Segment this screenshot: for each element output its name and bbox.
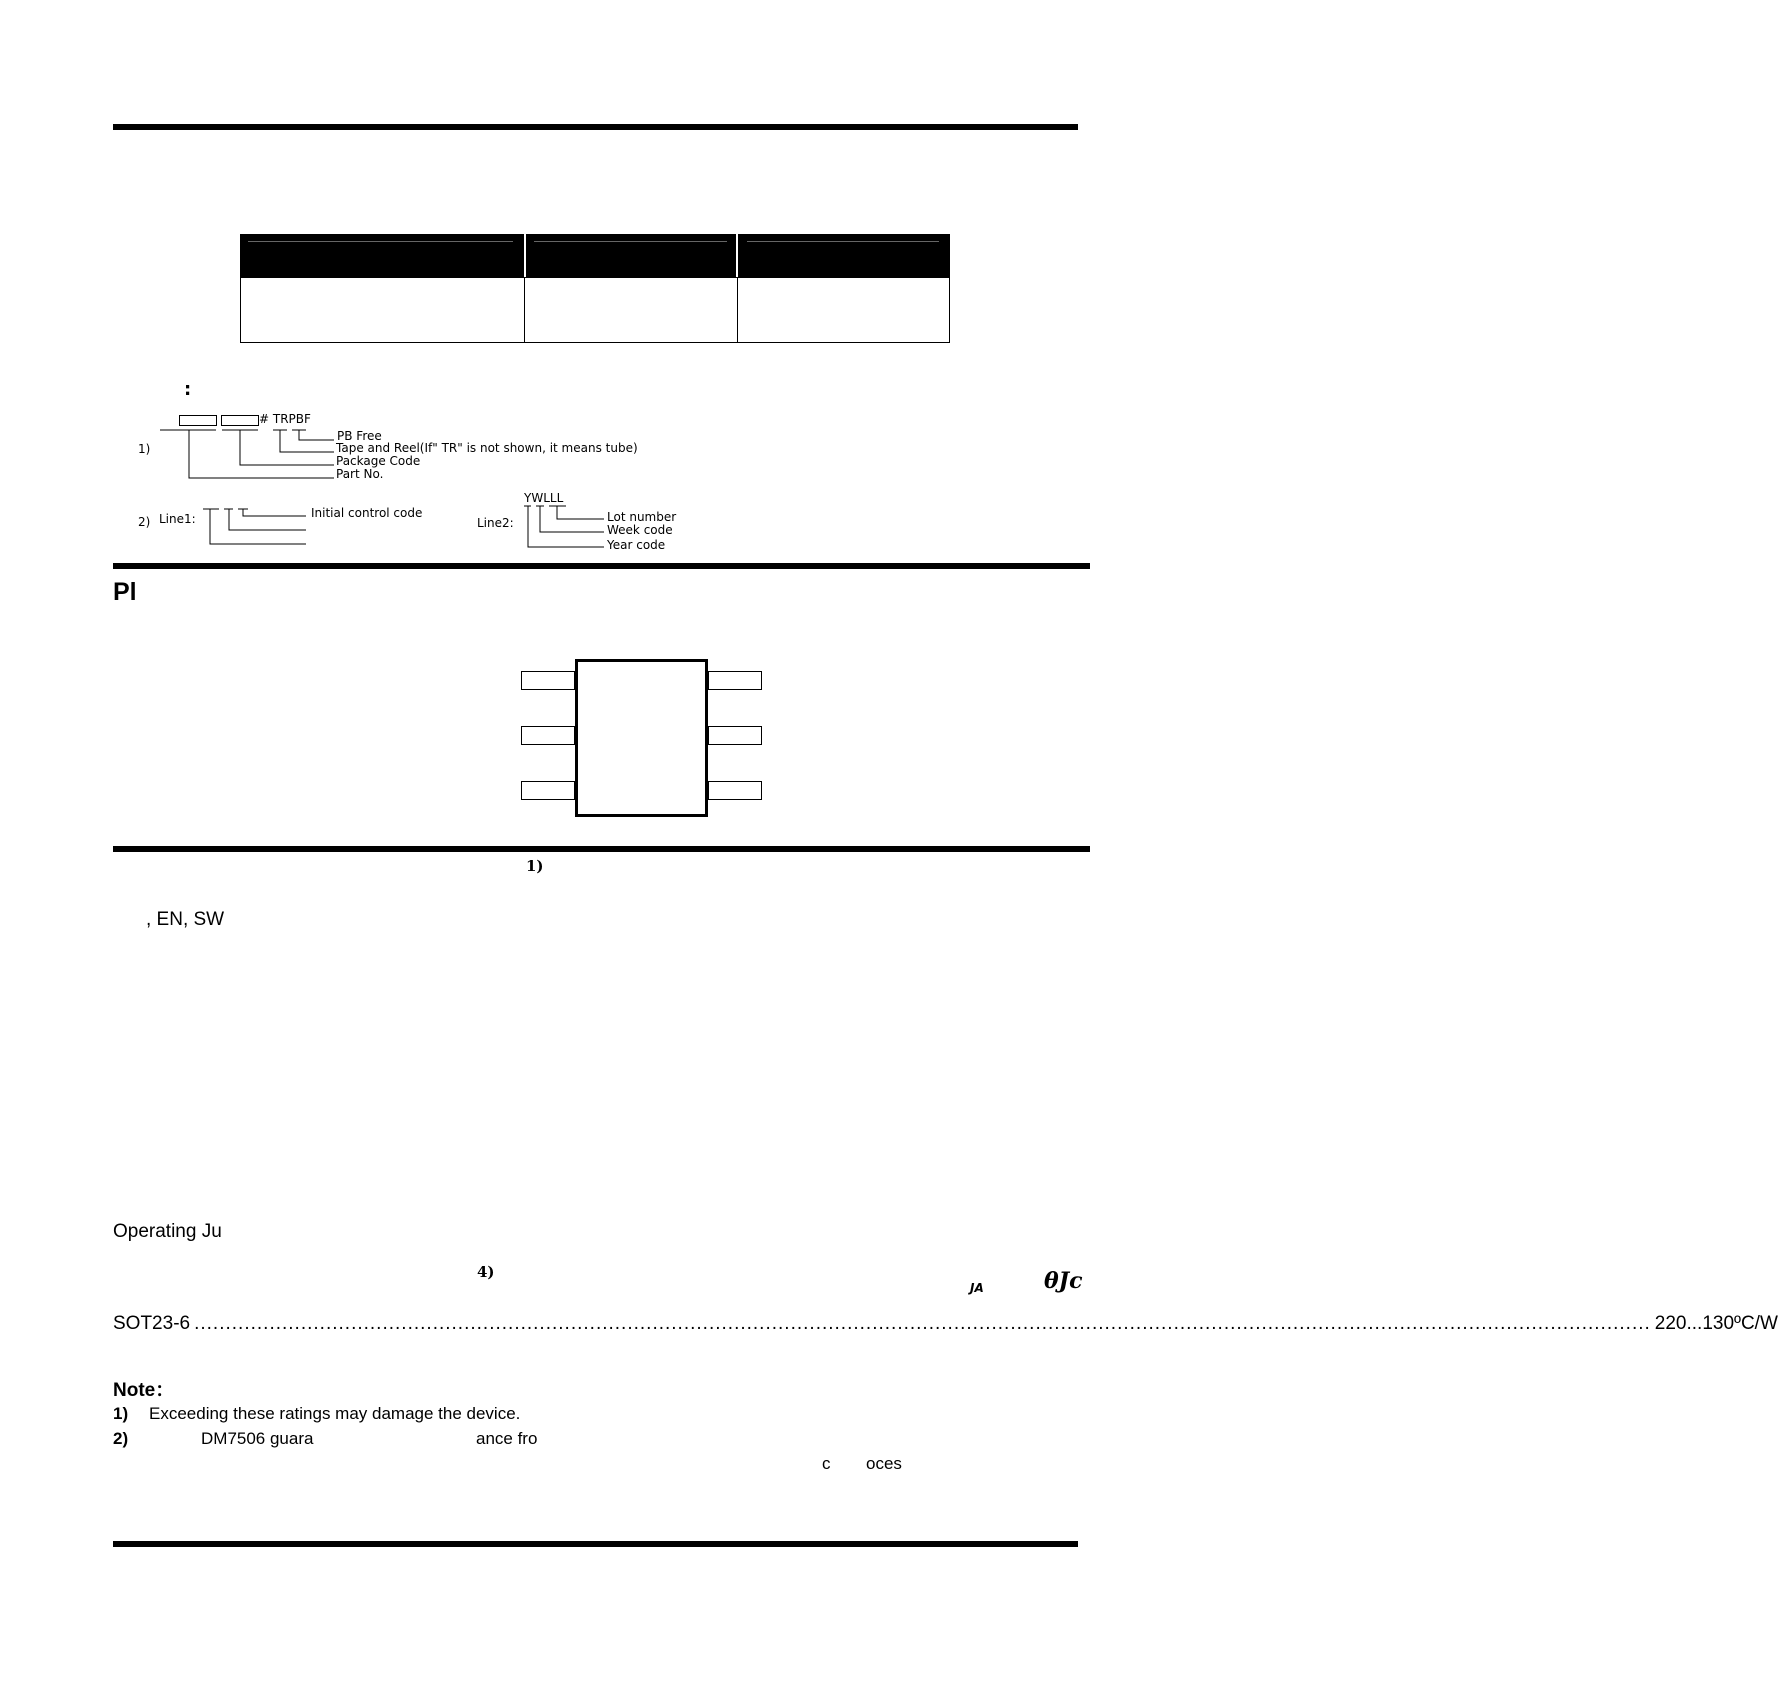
ywlll-label: YWLLL xyxy=(524,491,564,505)
sot-thermal-value: 220...130ºC/W xyxy=(1654,1313,1778,1334)
initial-control-code-label: Initial control code xyxy=(311,506,423,520)
pin-right-2 xyxy=(708,726,762,745)
lot-number-label: Lot number xyxy=(607,510,677,524)
note-2-text-a: DM7506 guara xyxy=(201,1429,314,1448)
note-2-number: 2) xyxy=(113,1429,129,1448)
pin-right-1 xyxy=(708,671,762,690)
marking-colon: : xyxy=(184,379,192,400)
footer-rule xyxy=(113,1541,1078,1547)
pin-left-1 xyxy=(521,671,575,690)
note-1-text: Exceeding these ratings may damage the device. xyxy=(149,1404,521,1423)
en-sw-text: , EN, SW xyxy=(146,909,225,930)
pb-free-label: PB Free xyxy=(337,429,382,443)
note-1-number: 1) xyxy=(113,1404,129,1423)
footnote-1-marker: 1) xyxy=(526,857,544,875)
item1-number: 1) xyxy=(138,442,151,456)
pin-left-2 xyxy=(521,726,575,745)
item2-number: 2) xyxy=(138,515,151,529)
pin-section-heading: Pl xyxy=(113,578,137,606)
pin-left-3 xyxy=(521,781,575,800)
sot-package-label: SOT23-6 xyxy=(113,1313,191,1334)
line1-label: Line1: xyxy=(159,512,196,526)
theta-jc-symbol: θJc xyxy=(1044,1268,1083,1294)
package-code-label: Package Code xyxy=(336,454,421,468)
sot-leader-dots: ........................................................................................................................................................................................................................................ xyxy=(194,1313,1651,1334)
week-code-label: Week code xyxy=(607,523,673,537)
sot-thermal-row xyxy=(113,1313,1778,1339)
theta-ja-subscript: JA xyxy=(970,1281,984,1295)
ic-body xyxy=(575,659,708,817)
footnote-4-marker: 4) xyxy=(477,1263,495,1281)
marking-leader-lines-2 xyxy=(0,0,1191,560)
pin-right-3 xyxy=(708,781,762,800)
note-2-text-b: ance fro xyxy=(476,1429,538,1448)
operating-junction-text: Operating Ju xyxy=(113,1221,222,1242)
trpbf-suffix: # TRPBF xyxy=(259,412,311,426)
tape-reel-label: Tape and Reel(If" TR" is not shown, it means tube) xyxy=(336,441,638,455)
note-2-text-d: oces xyxy=(866,1454,902,1473)
year-code-label: Year code xyxy=(607,538,666,552)
note-2-text-c: c xyxy=(822,1454,831,1473)
notes-title: Note： xyxy=(113,1380,175,1401)
part-no-label: Part No. xyxy=(336,467,384,481)
line2-label: Line2: xyxy=(477,516,514,530)
abs-max-rule xyxy=(113,846,1090,852)
pin-section-rule xyxy=(113,563,1090,569)
